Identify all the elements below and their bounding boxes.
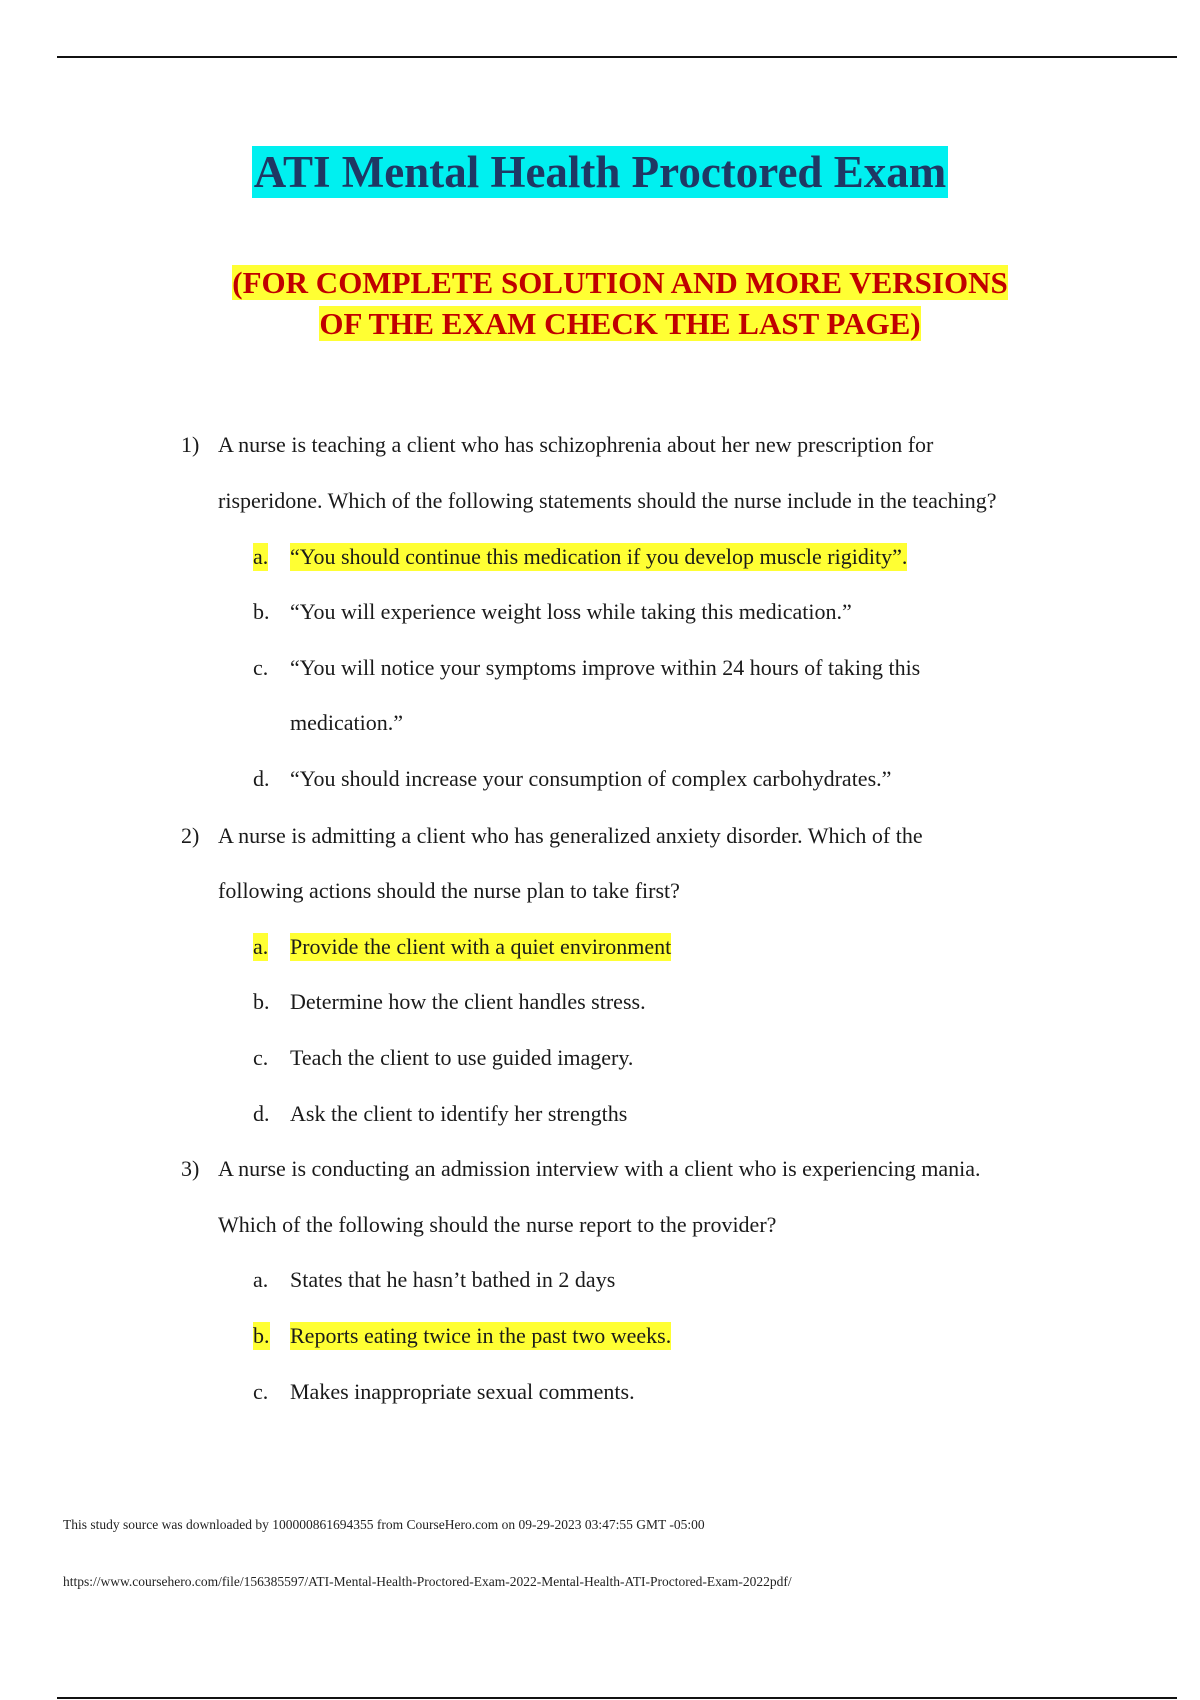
option-text: Makes inappropriate sexual comments. [290,1379,635,1404]
question-text: A nurse is teaching a client who has schizophrenia about her new prescription for [218,432,934,457]
option-text: Ask the client to identify her strengths [290,1101,628,1126]
question-number: 1) [181,432,200,457]
option-text: Provide the client with a quiet environment [290,934,672,959]
option-text: States that he hasn’t bathed in 2 days [290,1267,616,1292]
title-block [0,146,1200,198]
option-text: “You should continue this medication if you develop muscle rigidity”. [290,544,908,569]
option-text: “You will notice your symptoms improve within 24 hours of taking this [290,655,921,680]
subtitle-line-2: OF THE EXAM CHECK THE LAST PAGE) [319,306,921,341]
option-text: “You should increase your consumption of complex carbohydrates.” [290,766,892,791]
option-text: “You will experience weight loss while taking this medication.” [290,599,852,624]
question-text-continued: following actions should the nurse plan to take first? [218,878,680,903]
option-letter: a. [253,934,269,959]
option-letter: c. [253,1379,269,1404]
option-letter: b. [253,989,270,1014]
question-number: 2) [181,823,200,848]
option-letter: c. [253,1045,269,1070]
option-letter: c. [253,655,269,680]
subtitle-line-1: (FOR COMPLETE SOLUTION AND MORE VERSIONS [232,265,1008,300]
option-text-continued: medication.” [290,710,404,735]
page-title: ATI Mental Health Proctored Exam [253,147,947,197]
question-text: A nurse is admitting a client who has generalized anxiety disorder. Which of the [218,823,923,848]
option-text: Teach the client to use guided imagery. [290,1045,634,1070]
subtitle-block [200,262,1040,344]
download-notice: This study source was downloaded by 100000861694355 from CourseHero.com on 09-29-2023 03:47:55 GMT -05:00 [63,1517,705,1532]
source-url[interactable]: https://www.coursehero.com/file/156385597/ATI-Mental-Health-Proctored-Exam-2022-Mental-Health-ATI-Proctored-Exam-2022pdf/ [63,1574,792,1589]
option-text: Determine how the client handles stress. [290,989,646,1014]
top-rule [57,56,1177,58]
option-letter: a. [253,1267,269,1292]
option-letter: d. [253,766,270,791]
question-text-continued: risperidone. Which of the following statements should the nurse include in the teaching? [218,488,997,513]
question-number: 3) [181,1156,200,1181]
option-letter: b. [253,599,270,624]
option-letter: b. [253,1323,270,1348]
question-text-continued: Which of the following should the nurse report to the provider? [218,1212,777,1237]
option-letter: d. [253,1101,270,1126]
option-text: Reports eating twice in the past two weeks. [290,1323,672,1348]
question-text: A nurse is conducting an admission interview with a client who is experiencing mania. [218,1156,981,1181]
option-letter: a. [253,544,269,569]
bottom-rule [57,1697,1177,1699]
